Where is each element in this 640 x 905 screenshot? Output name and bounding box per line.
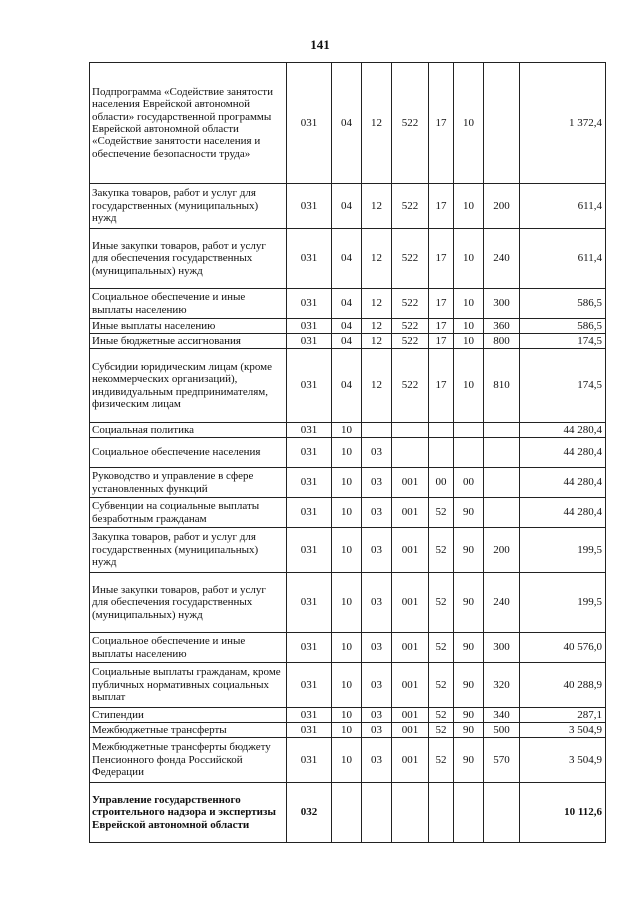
row-name-cell: Закупка товаров, работ и услуг для государственных (муниципальных) нужд	[90, 528, 287, 573]
ministry-code-cell: 031	[287, 468, 332, 498]
amount-cell: 40 576,0	[520, 633, 606, 663]
subsection-code-cell: 12	[362, 229, 392, 289]
expense-type-cell: 200	[484, 184, 520, 229]
row-name-cell: Подпрограмма «Содействие занятости населения Еврейской автономной области» государственной программы Еврейской автономной области «Содействие занятости населения и обеспечение безопасности труда»	[90, 63, 287, 184]
ministry-code-cell: 031	[287, 723, 332, 738]
amount-cell: 3 504,9	[520, 738, 606, 783]
article-code-cell: 522	[392, 184, 429, 229]
section-code-cell: 10	[332, 633, 362, 663]
subsection-code-cell: 12	[362, 289, 392, 319]
target-code-part2-cell: 90	[454, 498, 484, 528]
section-code-cell: 10	[332, 498, 362, 528]
expense-type-cell	[484, 423, 520, 438]
ministry-code-cell: 031	[287, 349, 332, 423]
section-code-cell: 04	[332, 289, 362, 319]
section-code-cell: 04	[332, 184, 362, 229]
target-code-part2-cell	[454, 783, 484, 843]
section-code-cell: 04	[332, 349, 362, 423]
amount-cell: 287,1	[520, 708, 606, 723]
row-name-cell: Иные выплаты населению	[90, 319, 287, 334]
ministry-code-cell: 031	[287, 498, 332, 528]
article-code-cell: 001	[392, 663, 429, 708]
table-row	[90, 573, 606, 633]
table-row	[90, 738, 606, 783]
subsection-code-cell: 03	[362, 573, 392, 633]
amount-cell: 199,5	[520, 573, 606, 633]
subsection-code-cell	[362, 783, 392, 843]
expense-type-cell: 810	[484, 349, 520, 423]
ministry-code-cell: 031	[287, 184, 332, 229]
expense-type-cell: 240	[484, 229, 520, 289]
target-code-part1-cell: 52	[429, 708, 454, 723]
amount-cell: 586,5	[520, 289, 606, 319]
section-code-cell: 10	[332, 723, 362, 738]
table-row	[90, 783, 606, 843]
table-row	[90, 63, 606, 184]
article-code-cell: 001	[392, 468, 429, 498]
subsection-code-cell: 12	[362, 184, 392, 229]
table-row	[90, 423, 606, 438]
expense-type-cell	[484, 783, 520, 843]
section-code-cell: 04	[332, 229, 362, 289]
section-code-cell: 04	[332, 63, 362, 184]
article-code-cell: 522	[392, 229, 429, 289]
ministry-code-cell: 031	[287, 528, 332, 573]
amount-cell: 44 280,4	[520, 468, 606, 498]
ministry-code-cell: 031	[287, 663, 332, 708]
expense-type-cell: 300	[484, 289, 520, 319]
row-name-cell: Межбюджетные трансферты	[90, 723, 287, 738]
target-code-part1-cell: 17	[429, 334, 454, 349]
article-code-cell: 522	[392, 334, 429, 349]
ministry-code-cell: 031	[287, 633, 332, 663]
ministry-code-cell: 031	[287, 708, 332, 723]
table-row	[90, 723, 606, 738]
target-code-part1-cell: 52	[429, 633, 454, 663]
row-name-cell: Социальная политика	[90, 423, 287, 438]
subsection-code-cell: 12	[362, 319, 392, 334]
target-code-part1-cell: 52	[429, 498, 454, 528]
target-code-part1-cell: 52	[429, 528, 454, 573]
subsection-code-cell: 03	[362, 663, 392, 708]
amount-cell: 1 372,4	[520, 63, 606, 184]
table-row	[90, 184, 606, 229]
row-name-cell: Закупка товаров, работ и услуг для государственных (муниципальных) нужд	[90, 184, 287, 229]
row-name-cell: Стипендии	[90, 708, 287, 723]
section-code-cell: 10	[332, 438, 362, 468]
article-code-cell: 001	[392, 528, 429, 573]
section-code-cell	[332, 783, 362, 843]
table-row	[90, 633, 606, 663]
budget-table-body	[90, 63, 606, 843]
target-code-part2-cell: 90	[454, 708, 484, 723]
target-code-part2-cell: 10	[454, 184, 484, 229]
subsection-code-cell	[362, 423, 392, 438]
article-code-cell	[392, 423, 429, 438]
table-row	[90, 349, 606, 423]
row-name-cell: Руководство и управление в сфере установленных функций	[90, 468, 287, 498]
section-code-cell: 10	[332, 738, 362, 783]
row-name-cell: Социальное обеспечение населения	[90, 438, 287, 468]
ministry-code-cell: 031	[287, 289, 332, 319]
amount-cell: 40 288,9	[520, 663, 606, 708]
amount-cell: 10 112,6	[520, 783, 606, 843]
amount-cell: 44 280,4	[520, 498, 606, 528]
table-row	[90, 468, 606, 498]
target-code-part1-cell	[429, 783, 454, 843]
ministry-code-cell: 031	[287, 438, 332, 468]
row-name-cell: Социальное обеспечение и иные выплаты населению	[90, 633, 287, 663]
subsection-code-cell: 03	[362, 723, 392, 738]
subsection-code-cell: 03	[362, 708, 392, 723]
expense-type-cell: 340	[484, 708, 520, 723]
amount-cell: 174,5	[520, 334, 606, 349]
target-code-part2-cell: 10	[454, 229, 484, 289]
article-code-cell: 001	[392, 573, 429, 633]
expense-type-cell	[484, 498, 520, 528]
table-row	[90, 319, 606, 334]
subsection-code-cell: 03	[362, 633, 392, 663]
target-code-part2-cell	[454, 423, 484, 438]
expense-type-cell: 360	[484, 319, 520, 334]
article-code-cell: 001	[392, 708, 429, 723]
amount-cell: 199,5	[520, 528, 606, 573]
section-code-cell: 10	[332, 528, 362, 573]
row-name-cell: Межбюджетные трансферты бюджету Пенсионного фонда Российской Федерации	[90, 738, 287, 783]
amount-cell: 611,4	[520, 184, 606, 229]
target-code-part1-cell: 52	[429, 723, 454, 738]
amount-cell: 586,5	[520, 319, 606, 334]
amount-cell: 611,4	[520, 229, 606, 289]
target-code-part2-cell: 90	[454, 573, 484, 633]
target-code-part2-cell: 90	[454, 738, 484, 783]
target-code-part2-cell	[454, 438, 484, 468]
row-name-cell: Субвенции на социальные выплаты безработным гражданам	[90, 498, 287, 528]
target-code-part2-cell: 90	[454, 528, 484, 573]
target-code-part2-cell: 90	[454, 723, 484, 738]
subsection-code-cell: 03	[362, 738, 392, 783]
target-code-part1-cell: 52	[429, 663, 454, 708]
target-code-part2-cell: 00	[454, 468, 484, 498]
ministry-code-cell: 031	[287, 738, 332, 783]
row-name-cell: Субсидии юридическим лицам (кроме некоммерческих организаций), индивидуальным предпринимателям, физическим лицам	[90, 349, 287, 423]
target-code-part1-cell: 00	[429, 468, 454, 498]
expense-type-cell: 200	[484, 528, 520, 573]
section-code-cell: 10	[332, 573, 362, 633]
table-row	[90, 438, 606, 468]
row-name-cell: Иные закупки товаров, работ и услуг для обеспечения государственных (муниципальных) нужд	[90, 229, 287, 289]
target-code-part1-cell: 17	[429, 349, 454, 423]
subsection-code-cell: 12	[362, 63, 392, 184]
article-code-cell: 001	[392, 738, 429, 783]
target-code-part1-cell	[429, 438, 454, 468]
page-number: 141	[310, 37, 330, 52]
expense-type-cell: 570	[484, 738, 520, 783]
target-code-part1-cell: 52	[429, 738, 454, 783]
target-code-part1-cell: 17	[429, 229, 454, 289]
section-code-cell: 10	[332, 663, 362, 708]
budget-table	[89, 62, 606, 843]
ministry-code-cell: 031	[287, 229, 332, 289]
target-code-part2-cell: 10	[454, 334, 484, 349]
row-name-cell: Иные закупки товаров, работ и услуг для обеспечения государственных (муниципальных) нужд	[90, 573, 287, 633]
target-code-part2-cell: 10	[454, 289, 484, 319]
article-code-cell	[392, 438, 429, 468]
target-code-part2-cell: 10	[454, 319, 484, 334]
target-code-part1-cell	[429, 423, 454, 438]
target-code-part1-cell: 17	[429, 319, 454, 334]
target-code-part1-cell: 52	[429, 573, 454, 633]
table-row	[90, 663, 606, 708]
row-name-cell: Управление государственного строительного надзора и экспертизы Еврейской автономной области	[90, 783, 287, 843]
section-code-cell: 04	[332, 334, 362, 349]
amount-cell: 3 504,9	[520, 723, 606, 738]
row-name-cell: Социальные выплаты гражданам, кроме публичных нормативных социальных выплат	[90, 663, 287, 708]
subsection-code-cell: 03	[362, 438, 392, 468]
ministry-code-cell: 031	[287, 319, 332, 334]
expense-type-cell: 800	[484, 334, 520, 349]
table-row	[90, 528, 606, 573]
target-code-part2-cell: 90	[454, 663, 484, 708]
target-code-part2-cell: 10	[454, 63, 484, 184]
section-code-cell: 10	[332, 423, 362, 438]
ministry-code-cell: 031	[287, 573, 332, 633]
amount-cell: 44 280,4	[520, 438, 606, 468]
subsection-code-cell: 03	[362, 468, 392, 498]
subsection-code-cell: 12	[362, 334, 392, 349]
target-code-part1-cell: 17	[429, 289, 454, 319]
expense-type-cell: 240	[484, 573, 520, 633]
ministry-code-cell: 031	[287, 423, 332, 438]
amount-cell: 44 280,4	[520, 423, 606, 438]
ministry-code-cell: 031	[287, 334, 332, 349]
article-code-cell: 001	[392, 723, 429, 738]
target-code-part1-cell: 17	[429, 63, 454, 184]
table-row	[90, 229, 606, 289]
expense-type-cell: 500	[484, 723, 520, 738]
expense-type-cell	[484, 63, 520, 184]
target-code-part2-cell: 90	[454, 633, 484, 663]
article-code-cell: 522	[392, 289, 429, 319]
ministry-code-cell: 031	[287, 63, 332, 184]
article-code-cell: 001	[392, 498, 429, 528]
target-code-part1-cell: 17	[429, 184, 454, 229]
subsection-code-cell: 03	[362, 528, 392, 573]
target-code-part2-cell: 10	[454, 349, 484, 423]
expense-type-cell	[484, 468, 520, 498]
section-code-cell: 04	[332, 319, 362, 334]
article-code-cell	[392, 783, 429, 843]
subsection-code-cell: 12	[362, 349, 392, 423]
table-row	[90, 498, 606, 528]
subsection-code-cell: 03	[362, 498, 392, 528]
expense-type-cell: 300	[484, 633, 520, 663]
article-code-cell: 522	[392, 319, 429, 334]
table-row	[90, 334, 606, 349]
section-code-cell: 10	[332, 708, 362, 723]
section-code-cell: 10	[332, 468, 362, 498]
table-row	[90, 708, 606, 723]
expense-type-cell	[484, 438, 520, 468]
article-code-cell: 522	[392, 349, 429, 423]
row-name-cell: Иные бюджетные ассигнования	[90, 334, 287, 349]
article-code-cell: 522	[392, 63, 429, 184]
ministry-code-cell: 032	[287, 783, 332, 843]
row-name-cell: Социальное обеспечение и иные выплаты населению	[90, 289, 287, 319]
article-code-cell: 001	[392, 633, 429, 663]
expense-type-cell: 320	[484, 663, 520, 708]
table-row	[90, 289, 606, 319]
amount-cell: 174,5	[520, 349, 606, 423]
